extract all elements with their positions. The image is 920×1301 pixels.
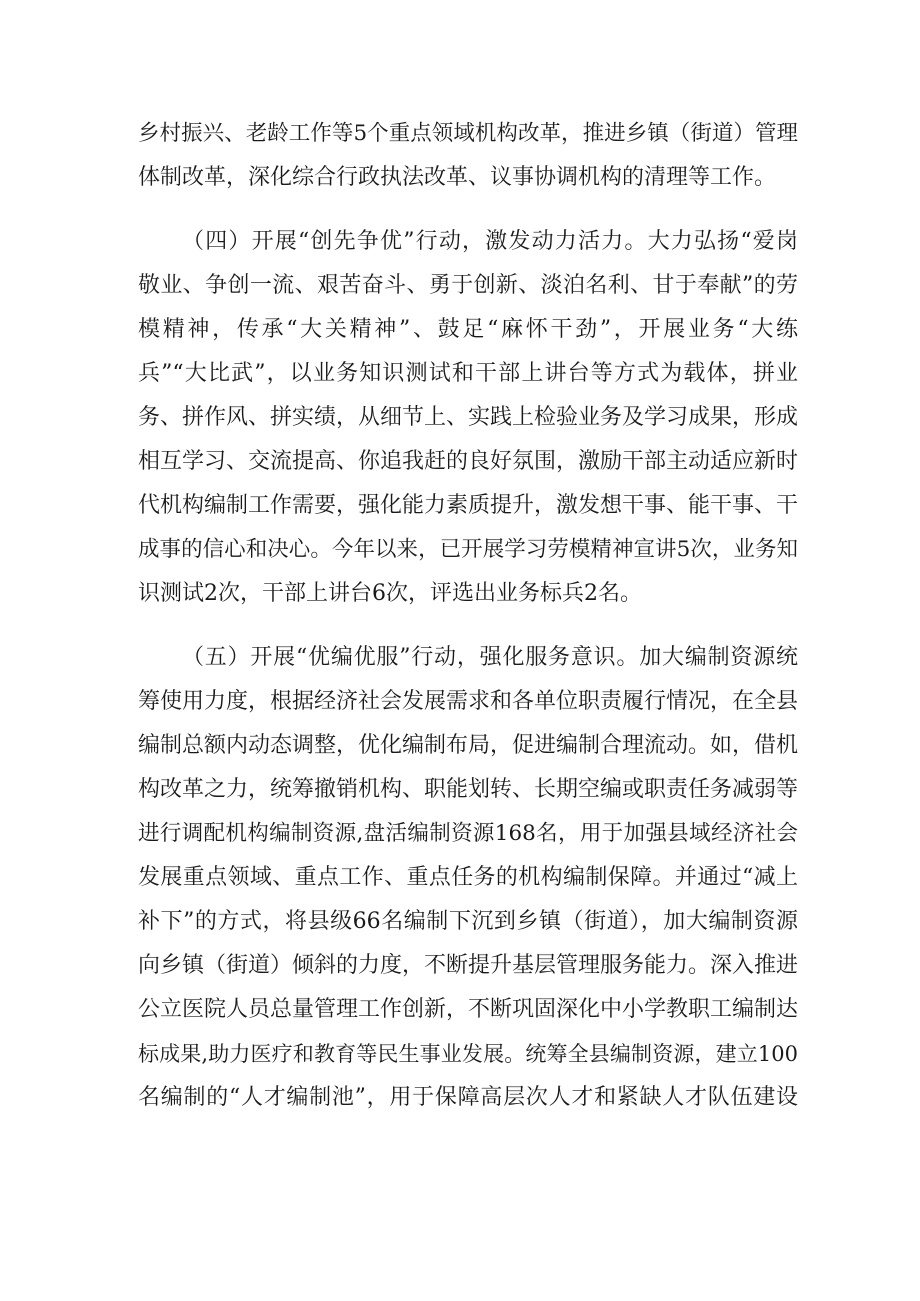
text-line: 成事的信心和决心。今年以来，已开展学习劳模精神宣讲5次，业务知: [138, 537, 798, 562]
text-line: 乡村振兴、老龄工作等5个重点领域机构改革，推进乡镇（街道）管理: [138, 121, 798, 146]
text-line: 公立医院人员总量管理工作创新，不断巩固深化中小学教职工编制达: [138, 997, 799, 1022]
text-line: 构改革之力，统筹撤销机构、职能划转、长期空编或职责任务减弱等: [138, 777, 799, 802]
text-line: 务、拼作风、拼实绩，从细节上、实践上检验业务及学习成果，形成: [138, 405, 799, 430]
text-line: 筹使用力度，根据经济社会发展需求和各单位职责履行情况，在全县: [138, 689, 799, 714]
text-line: （五）开展“优编优服”行动，强化服务意识。加大编制资源统: [182, 645, 798, 670]
text-line: 补下”的方式，将县级66名编制下沉到乡镇（街道），加大编制资源: [138, 909, 798, 934]
text-line: （四）开展“创先争优”行动，激发动力活力。大力弘扬“爱岗: [182, 229, 798, 254]
text-line: 体制改革，深化综合行政执法改革、议事协调机构的清理等工作。: [138, 165, 777, 190]
text-line: 标成果,助力医疗和教育等民生事业发展。统筹全县编制资源，建立100: [138, 1042, 798, 1066]
text-line: 兵”“大比武”，以业务知识测试和干部上讲台等方式为载体，拼业: [138, 361, 798, 386]
text-line: 名编制的“人才编制池”，用于保障高层次人才和紧缺人才队伍建设: [138, 1085, 798, 1110]
text-line: 进行调配机构编制资源,盘活编制资源168名，用于加强县域经济社会: [138, 821, 798, 846]
text-line: 代机构编制工作需要，强化能力素质提升，激发想干事、能干事、干: [138, 493, 799, 518]
text-line: 编制总额内动态调整，优化编制布局，促进编制合理流动。如，借机: [138, 733, 799, 758]
text-line: 敬业、争创一流、艰苦奋斗、勇于创新、淡泊名利、甘于奉献”的劳: [138, 273, 798, 298]
text-line: 相互学习、交流提高、你追我赶的良好氛围，激励干部主动适应新时: [138, 449, 799, 474]
text-line: 识测试2次，干部上讲台6次，评选出业务标兵2名。: [138, 581, 642, 606]
text-line: 向乡镇（街道）倾斜的力度，不断提升基层管理服务能力。深入推进: [138, 953, 799, 978]
text-line: 模精神，传承“大关精神”、鼓足“麻怀干劲”，开展业务“大练: [138, 317, 798, 342]
text-line: 发展重点领域、重点工作、重点任务的机构编制保障。并通过“减上: [138, 865, 798, 890]
